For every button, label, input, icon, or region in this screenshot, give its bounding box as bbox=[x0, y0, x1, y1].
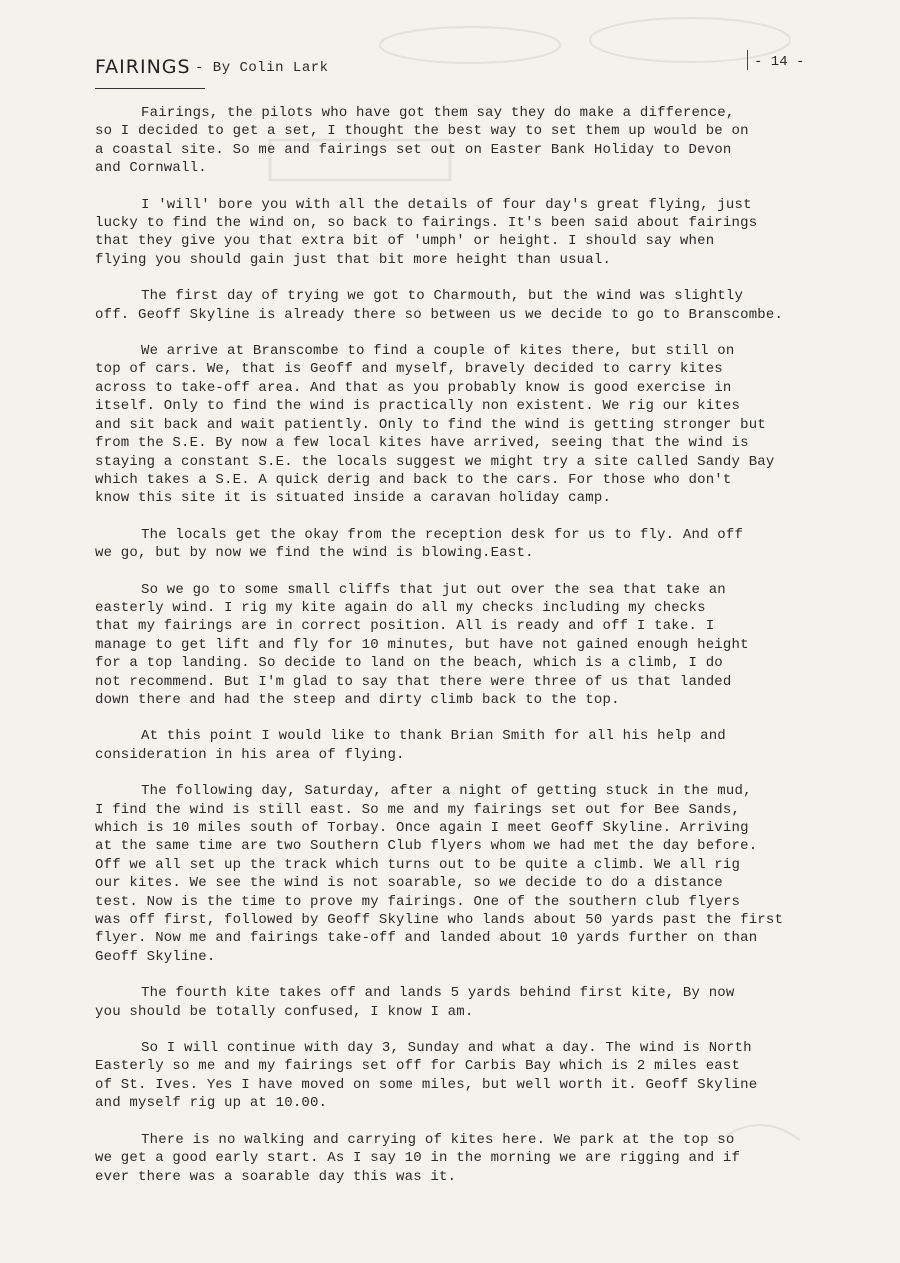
paragraph: So I will continue with day 3, Sunday and what a day. The wind is North Easterly so me and my fairings set off for Carbis Bay which is 2 miles east of St. Ives. Yes I have moved on some miles, but well worth it. Geoff Skyline and myself rig up at 10.00. bbox=[95, 1040, 758, 1112]
title-underline bbox=[95, 88, 205, 89]
article-body bbox=[95, 104, 845, 1204]
page-number: - 14 - bbox=[747, 50, 804, 70]
paragraph: There is no walking and carrying of kites here. We park at the top so we get a good early start. As I say 10 in the morning we are rigging and if ever there was a soarable day this was it. bbox=[95, 1131, 741, 1185]
article-title: FAIRINGS bbox=[95, 56, 191, 78]
paragraph: The fourth kite takes off and lands 5 yards behind first kite, By now you should be totally confused, I know I am. bbox=[95, 985, 735, 1020]
paragraph: The first day of trying we got to Charmouth, but the wind was slightly off. Geoff Skyline is already there so between us we decide to go to Branscombe. bbox=[95, 288, 784, 323]
paragraph: At this point I would like to thank Brian Smith for all his help and consideration in his area of flying. bbox=[95, 728, 726, 763]
article-byline: - By Colin Lark bbox=[195, 60, 329, 76]
paragraph: The following day, Saturday, after a night of getting stuck in the mud, I find the wind is still east. So me and my fairings set out for Bee Sands, which is 10 miles south of Torbay. Once again I meet Geoff Skyline. Arriving at the same time are two Southern Club flyers whom we had met the day before. Off we all set up the track which turns out to be quite a climb. We all rig our kites. We see the wind is not soarable, so we decide to do a distance test. Now is the time to prove my fairings. One of the southern club flyers was off first, followed by Geoff Skyline who lands about 50 yards past the first flyer. Now me and fairings take-off and landed about 10 yards further on than Geoff Skyline. bbox=[95, 783, 784, 965]
paragraph: Fairings, the pilots who have got them say they do make a difference, so I decided to get a set, I thought the best way to set them up would be on a coastal site. So me and fairings set out on Easter Bank Holiday to Devon and Cornwall. bbox=[95, 105, 749, 177]
paragraph: So we go to some small cliffs that jut out over the sea that take an easterly wind. I rig my kite again do all my checks including my checks that my fairings are in correct position. All is ready and off I take. I manage to get lift and fly for 10 minutes, but have not gained enough height for a top landing. So decide to land on the beach, which is a climb, I do not recommend. But I'm glad to say that there were three of us that landed down there and had the steep and dirty climb back to the top. bbox=[95, 581, 749, 708]
paragraph: We arrive at Branscombe to find a couple of kites there, but still on top of cars. We, that is Geoff and myself, bravely decided to carry kites across to take-off area. And that as you probably know is good exercise in itself. Only to find the wind is practically non existent. We rig our kites and sit back and wait patiently. Only to find the wind is getting stronger but from the S.E. By now a few local kites have arrived, seeing that the wind is staying a constant S.E. the locals suggest we might try a site called Sandy Bay which takes a S.E. A quick derig and back to the cars. For those who don't know this site it is situated inside a caravan holiday camp. bbox=[95, 343, 775, 507]
paragraph: I 'will' bore you with all the details of four day's great flying, just lucky to find the wind on, so back to fairings. It's been said about fairings that they give you that extra bit of 'umph' or height. I should say when flying you should gain just that bit more height than usual. bbox=[95, 196, 758, 268]
page-header bbox=[95, 56, 865, 96]
paragraph: The locals get the okay from the reception desk for us to fly. And off we go, but by now we find the wind is blowing.East. bbox=[95, 526, 744, 562]
